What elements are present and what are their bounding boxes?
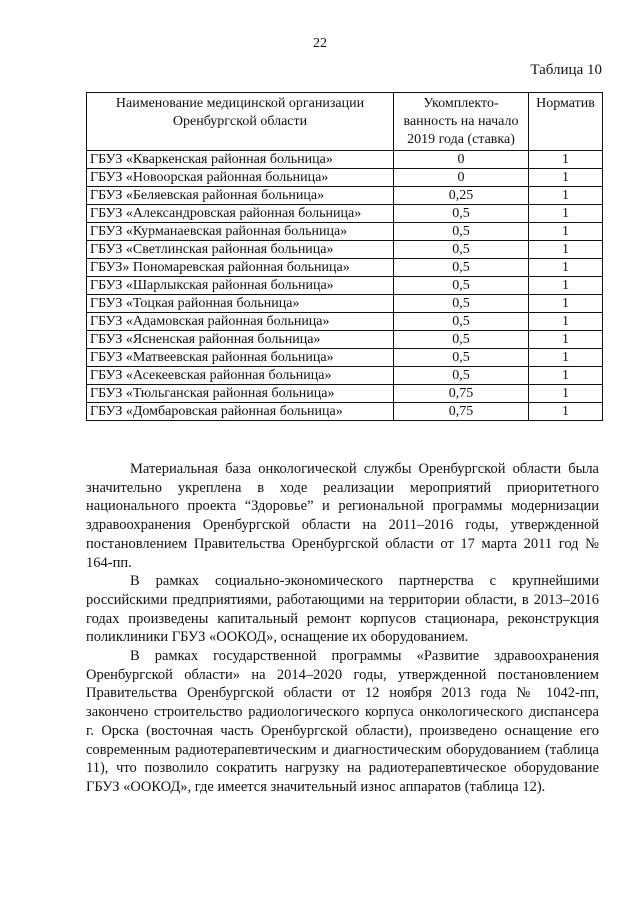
cell-norm: 1 <box>529 187 603 205</box>
header-norm: Норматив <box>529 93 603 151</box>
page-number: 22 <box>313 36 327 51</box>
cell-staffing: 0,5 <box>394 367 529 385</box>
table-row <box>87 187 603 205</box>
cell-staffing: 0,5 <box>394 313 529 331</box>
cell-organization: ГБУЗ «Тоцкая районная больница» <box>87 295 394 313</box>
table-row <box>87 151 603 169</box>
cell-staffing: 0,5 <box>394 223 529 241</box>
body-text <box>86 460 599 797</box>
cell-norm: 1 <box>529 331 603 349</box>
cell-staffing: 0,5 <box>394 295 529 313</box>
cell-norm: 1 <box>529 313 603 331</box>
cell-organization: ГБУЗ «Домбаровская районная больница» <box>87 403 394 421</box>
cell-staffing: 0 <box>394 151 529 169</box>
table-row <box>87 385 603 403</box>
table-row <box>87 349 603 367</box>
cell-organization: ГБУЗ «Новоорская районная больница» <box>87 169 394 187</box>
cell-staffing: 0,5 <box>394 205 529 223</box>
table-header-row <box>87 93 603 151</box>
header-organization-name: Наименование медицинской организации Оренбургской области <box>87 93 394 151</box>
table-row <box>87 259 603 277</box>
cell-norm: 1 <box>529 241 603 259</box>
table-row <box>87 223 603 241</box>
cell-organization: ГБУЗ «Кваркенская районная больница» <box>87 151 394 169</box>
cell-norm: 1 <box>529 349 603 367</box>
cell-staffing: 0,5 <box>394 331 529 349</box>
cell-staffing: 0,5 <box>394 259 529 277</box>
header-staffing-level: Укомплекто-ванность на начало 2019 года (ставка) <box>394 93 529 151</box>
cell-norm: 1 <box>529 223 603 241</box>
cell-norm: 1 <box>529 367 603 385</box>
cell-norm: 1 <box>529 295 603 313</box>
cell-staffing: 0,25 <box>394 187 529 205</box>
cell-organization: ГБУЗ «Александровская районная больница» <box>87 205 394 223</box>
cell-organization: ГБУЗ «Адамовская районная больница» <box>87 313 394 331</box>
cell-organization: ГБУЗ «Тюльганская районная больница» <box>87 385 394 403</box>
cell-organization: ГБУЗ «Светлинская районная больница» <box>87 241 394 259</box>
cell-organization: ГБУЗ «Асекеевская районная больница» <box>87 367 394 385</box>
table-row <box>87 277 603 295</box>
table-row <box>87 169 603 187</box>
table-caption: Таблица 10 <box>530 62 602 78</box>
cell-organization: ГБУЗ «Ясненская районная больница» <box>87 331 394 349</box>
table-row <box>87 241 603 259</box>
cell-organization: ГБУЗ «Беляевская районная больница» <box>87 187 394 205</box>
cell-organization: ГБУЗ «Матвеевская районная больница» <box>87 349 394 367</box>
paragraph-partnership: В рамках социально-экономического партнерства с крупнейшими российскими предприятиями, работающими на территории области, в 2013–2016 годах произведены капитальный ремонт корпусов стационара, реконструкция поликлиники ГБУЗ «ООКОД», оснащение их оборудованием. <box>86 573 599 646</box>
table-row <box>87 205 603 223</box>
cell-organization: ГБУЗ «Шарлыкская районная больница» <box>87 277 394 295</box>
cell-staffing: 0,5 <box>394 277 529 295</box>
cell-norm: 1 <box>529 403 603 421</box>
cell-staffing: 0 <box>394 169 529 187</box>
cell-norm: 1 <box>529 385 603 403</box>
hospital-staffing-table <box>86 92 603 421</box>
cell-norm: 1 <box>529 151 603 169</box>
cell-norm: 1 <box>529 259 603 277</box>
paragraph-material-base: Материальная база онкологической службы Оренбургской области была значительно укреплена в ходе реализации мероприятий приоритетного национального проекта “Здоровье” и региональной программы модернизации здравоохранения Оренбургской области на 2011–2016 годы, утвержденной постановлением Правительства Оренбургской области от 17 марта 2011 год № 164-пп. <box>86 461 599 571</box>
cell-staffing: 0,5 <box>394 241 529 259</box>
table-row <box>87 295 603 313</box>
cell-staffing: 0,75 <box>394 403 529 421</box>
cell-norm: 1 <box>529 205 603 223</box>
cell-norm: 1 <box>529 169 603 187</box>
cell-staffing: 0,5 <box>394 349 529 367</box>
table-row <box>87 313 603 331</box>
table-row <box>87 331 603 349</box>
paragraph-state-program: В рамках государственной программы «Развитие здравоохранения Оренбургской области» на 2014–2020 годы, утвержденной постановлением Правительства Оренбургской области от 12 ноября 2013 года № 1042-пп, закончено строительство радиологического корпуса онкологического диспансера г. Орска (восточная часть Оренбургской области), произведено оснащение его современным радиотерапевтическим и диагностическим оборудованием (таблица 11), что позволило сократить нагрузку на радиотерапевтическое оборудование ГБУЗ «ООКОД», где имеется значительный износ аппаратов (таблица 12). <box>86 648 599 795</box>
cell-organization: ГБУЗ «Курманаевская районная больница» <box>87 223 394 241</box>
table-body <box>87 151 603 421</box>
cell-organization: ГБУЗ» Пономаревская районная больница» <box>87 259 394 277</box>
cell-norm: 1 <box>529 277 603 295</box>
table-row <box>87 403 603 421</box>
cell-staffing: 0,75 <box>394 385 529 403</box>
table-row <box>87 367 603 385</box>
